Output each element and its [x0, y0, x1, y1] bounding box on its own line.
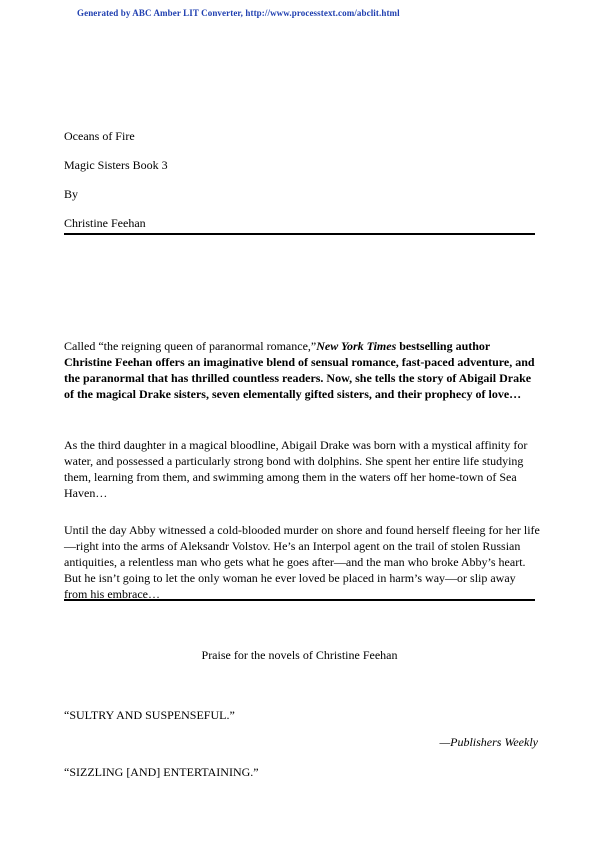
book-title: Oceans of Fire	[64, 129, 135, 143]
praise-heading: Praise for the novels of Christine Feehan	[201, 648, 398, 662]
by-line: By	[64, 187, 79, 201]
divider-bottom	[64, 599, 535, 601]
blurb-paragraph-3: Until the day Abby witnessed a cold-blooded murder on shore and found herself fleeing for her life—right into the arms of Aleksandr Volstov. He’s an Interpol agent on the trail of stolen Russian antiquities, a relentless man who gets what he goes after—and the man who broke Abby’s heart. But he isn’t going to let the only woman he ever loved be placed in harm’s way—or slip away from his embrace…	[64, 523, 540, 601]
blurb-lead-post: bestselling author Christine Feehan offers an imaginative blend of sensual romance, fast-paced adventure, and the paranormal that has thrilled countless readers. Now, she tells the story of Abigail Drake of the magical Drake sisters, seven elementally gifted sisters, and their prophecy of love…	[64, 339, 535, 401]
praise-quote-2: “SIZZLING [AND] ENTERTAINING.”	[64, 765, 259, 779]
praise-quote-1: “SULTRY AND SUSPENSEFUL.”	[64, 708, 235, 722]
divider-top	[64, 233, 535, 235]
book-series: Magic Sisters Book 3	[64, 158, 168, 172]
blurb-lead-pre: Called “the reigning queen of paranormal romance,”	[64, 339, 317, 353]
book-author: Christine Feehan	[64, 216, 146, 230]
blurb-paragraph-2: As the third daughter in a magical bloodline, Abigail Drake was born with a mystical affinity for water, and possessed a particularly strong bond with dolphins. She spent her entire life studying them, learning from them, and swimming among them in the waters off her home-town of Sea Haven…	[64, 438, 528, 500]
converter-header-link[interactable]: Generated by ABC Amber LIT Converter, http://www.processtext.com/abclit.html	[77, 8, 400, 18]
praise-attribution-1: —Publishers Weekly	[439, 735, 538, 749]
blurb-lead-italic: New York Times	[316, 339, 397, 353]
blurb-lead-paragraph	[64, 338, 540, 402]
